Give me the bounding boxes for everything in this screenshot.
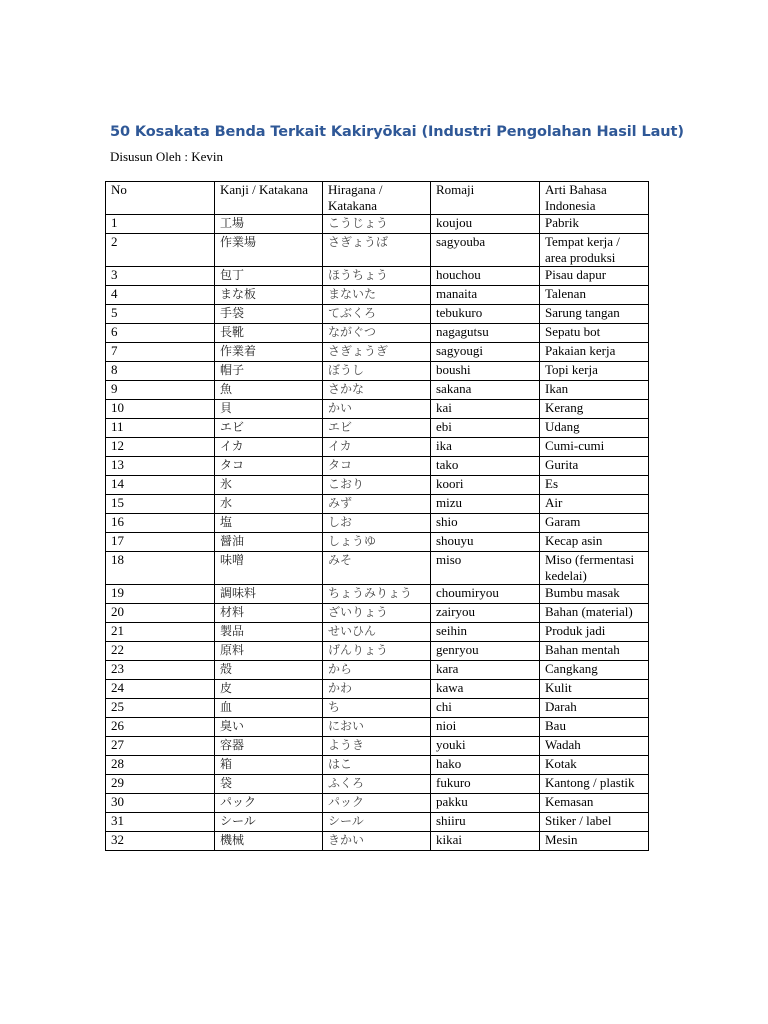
cell-no: 20 <box>106 604 215 623</box>
cell-kanji: パック <box>215 794 323 813</box>
table-row <box>106 215 649 234</box>
cell-romaji: houchou <box>431 267 540 286</box>
cell-romaji: kawa <box>431 680 540 699</box>
cell-hiragana: みそ <box>323 552 431 585</box>
cell-arti: Produk jadi <box>540 623 649 642</box>
cell-no: 6 <box>106 324 215 343</box>
cell-hiragana: ふくろ <box>323 775 431 794</box>
cell-romaji: boushi <box>431 362 540 381</box>
table-row <box>106 400 649 419</box>
cell-no: 10 <box>106 400 215 419</box>
cell-kanji: 製品 <box>215 623 323 642</box>
table-row <box>106 737 649 756</box>
header-arti: Arti Bahasa Indonesia <box>540 182 649 215</box>
table-row <box>106 775 649 794</box>
cell-arti: Kotak <box>540 756 649 775</box>
cell-hiragana: ちょうみりょう <box>323 585 431 604</box>
cell-romaji: seihin <box>431 623 540 642</box>
cell-romaji: sagyougi <box>431 343 540 362</box>
cell-hiragana: こうじょう <box>323 215 431 234</box>
table-row <box>106 381 649 400</box>
cell-no: 8 <box>106 362 215 381</box>
cell-arti: Topi kerja <box>540 362 649 381</box>
cell-romaji: mizu <box>431 495 540 514</box>
cell-romaji: chi <box>431 699 540 718</box>
table-row <box>106 756 649 775</box>
cell-no: 7 <box>106 343 215 362</box>
document-title: 50 Kosakata Benda Terkait Kakiryōkai (Industri Pengolahan Hasil Laut) <box>110 124 684 140</box>
table-row <box>106 718 649 737</box>
cell-kanji: 塩 <box>215 514 323 533</box>
table-row <box>106 585 649 604</box>
table-row <box>106 514 649 533</box>
cell-kanji: 帽子 <box>215 362 323 381</box>
cell-arti: Pabrik <box>540 215 649 234</box>
cell-no: 9 <box>106 381 215 400</box>
cell-arti: Sarung tangan <box>540 305 649 324</box>
cell-romaji: genryou <box>431 642 540 661</box>
cell-hiragana: ぼうし <box>323 362 431 381</box>
cell-romaji: sagyouba <box>431 234 540 267</box>
cell-kanji: 工場 <box>215 215 323 234</box>
table-row <box>106 234 649 267</box>
vocabulary-table <box>105 181 649 851</box>
cell-no: 11 <box>106 419 215 438</box>
table-row <box>106 623 649 642</box>
cell-romaji: ebi <box>431 419 540 438</box>
cell-romaji: shiiru <box>431 813 540 832</box>
cell-kanji: 水 <box>215 495 323 514</box>
cell-hiragana: タコ <box>323 457 431 476</box>
table-row <box>106 305 649 324</box>
cell-arti: Cangkang <box>540 661 649 680</box>
cell-kanji: 醤油 <box>215 533 323 552</box>
cell-hiragana: せいひん <box>323 623 431 642</box>
cell-kanji: 機械 <box>215 832 323 851</box>
cell-arti: Pakaian kerja <box>540 343 649 362</box>
cell-romaji: miso <box>431 552 540 585</box>
document-author: Disusun Oleh : Kevin <box>110 149 224 164</box>
cell-no: 13 <box>106 457 215 476</box>
cell-hiragana: しお <box>323 514 431 533</box>
cell-no: 17 <box>106 533 215 552</box>
cell-kanji: 魚 <box>215 381 323 400</box>
cell-kanji: 包丁 <box>215 267 323 286</box>
cell-hiragana: きかい <box>323 832 431 851</box>
cell-hiragana: さかな <box>323 381 431 400</box>
table-row <box>106 604 649 623</box>
cell-hiragana: さぎょうぎ <box>323 343 431 362</box>
cell-no: 31 <box>106 813 215 832</box>
cell-kanji: 容器 <box>215 737 323 756</box>
cell-kanji: 調味料 <box>215 585 323 604</box>
cell-arti: Gurita <box>540 457 649 476</box>
cell-no: 3 <box>106 267 215 286</box>
table-row <box>106 813 649 832</box>
cell-romaji: ika <box>431 438 540 457</box>
cell-hiragana: ながぐつ <box>323 324 431 343</box>
header-hiragana: Hiragana / Katakana <box>323 182 431 215</box>
cell-kanji: 長靴 <box>215 324 323 343</box>
cell-no: 4 <box>106 286 215 305</box>
table-row <box>106 552 649 585</box>
cell-hiragana: さぎょうば <box>323 234 431 267</box>
cell-kanji: 袋 <box>215 775 323 794</box>
cell-hiragana: ほうちょう <box>323 267 431 286</box>
cell-kanji: 手袋 <box>215 305 323 324</box>
cell-arti: Es <box>540 476 649 495</box>
cell-hiragana: はこ <box>323 756 431 775</box>
table-row <box>106 457 649 476</box>
cell-arti: Darah <box>540 699 649 718</box>
table-row <box>106 642 649 661</box>
cell-romaji: choumiryou <box>431 585 540 604</box>
cell-romaji: koori <box>431 476 540 495</box>
cell-romaji: pakku <box>431 794 540 813</box>
cell-hiragana: しょうゆ <box>323 533 431 552</box>
cell-kanji: 箱 <box>215 756 323 775</box>
cell-arti: Bahan (material) <box>540 604 649 623</box>
cell-kanji: 氷 <box>215 476 323 495</box>
cell-no: 16 <box>106 514 215 533</box>
cell-hiragana: ざいりょう <box>323 604 431 623</box>
table-row <box>106 533 649 552</box>
cell-romaji: tebukuro <box>431 305 540 324</box>
cell-no: 5 <box>106 305 215 324</box>
cell-arti: Bau <box>540 718 649 737</box>
cell-arti: Pisau dapur <box>540 267 649 286</box>
cell-kanji: まな板 <box>215 286 323 305</box>
cell-arti: Kemasan <box>540 794 649 813</box>
table-row <box>106 495 649 514</box>
cell-kanji: 材料 <box>215 604 323 623</box>
cell-kanji: 血 <box>215 699 323 718</box>
cell-no: 15 <box>106 495 215 514</box>
cell-kanji: 貝 <box>215 400 323 419</box>
cell-hiragana: イカ <box>323 438 431 457</box>
cell-kanji: 作業着 <box>215 343 323 362</box>
cell-no: 25 <box>106 699 215 718</box>
cell-hiragana: エビ <box>323 419 431 438</box>
cell-kanji: 臭い <box>215 718 323 737</box>
cell-arti: Miso (fermentasi kedelai) <box>540 552 649 585</box>
cell-no: 27 <box>106 737 215 756</box>
cell-no: 18 <box>106 552 215 585</box>
cell-arti: Kantong / plastik <box>540 775 649 794</box>
table-row <box>106 286 649 305</box>
cell-no: 28 <box>106 756 215 775</box>
cell-romaji: nagagutsu <box>431 324 540 343</box>
cell-no: 29 <box>106 775 215 794</box>
cell-kanji: 味噌 <box>215 552 323 585</box>
cell-romaji: youki <box>431 737 540 756</box>
cell-arti: Udang <box>540 419 649 438</box>
cell-arti: Kecap asin <box>540 533 649 552</box>
cell-no: 22 <box>106 642 215 661</box>
table-row <box>106 438 649 457</box>
cell-romaji: shio <box>431 514 540 533</box>
cell-romaji: shouyu <box>431 533 540 552</box>
cell-no: 32 <box>106 832 215 851</box>
header-romaji: Romaji <box>431 182 540 215</box>
table-row <box>106 267 649 286</box>
cell-romaji: hako <box>431 756 540 775</box>
header-kanji: Kanji / Katakana <box>215 182 323 215</box>
cell-no: 2 <box>106 234 215 267</box>
cell-romaji: kara <box>431 661 540 680</box>
cell-hiragana: シール <box>323 813 431 832</box>
table-row <box>106 832 649 851</box>
table-row <box>106 362 649 381</box>
cell-no: 12 <box>106 438 215 457</box>
cell-romaji: fukuro <box>431 775 540 794</box>
cell-kanji: シール <box>215 813 323 832</box>
cell-romaji: kikai <box>431 832 540 851</box>
header-no: No <box>106 182 215 215</box>
table-row <box>106 343 649 362</box>
cell-hiragana: におい <box>323 718 431 737</box>
cell-kanji: 原料 <box>215 642 323 661</box>
cell-arti: Kerang <box>540 400 649 419</box>
cell-romaji: tako <box>431 457 540 476</box>
cell-no: 14 <box>106 476 215 495</box>
table-row <box>106 794 649 813</box>
cell-arti: Cumi-cumi <box>540 438 649 457</box>
cell-arti: Air <box>540 495 649 514</box>
cell-hiragana: かい <box>323 400 431 419</box>
cell-kanji: 作業場 <box>215 234 323 267</box>
cell-hiragana: みず <box>323 495 431 514</box>
cell-arti: Sepatu bot <box>540 324 649 343</box>
cell-hiragana: まないた <box>323 286 431 305</box>
cell-kanji: 皮 <box>215 680 323 699</box>
table-row <box>106 661 649 680</box>
cell-hiragana: ようき <box>323 737 431 756</box>
cell-arti: Wadah <box>540 737 649 756</box>
cell-hiragana: てぶくろ <box>323 305 431 324</box>
cell-arti: Ikan <box>540 381 649 400</box>
cell-no: 26 <box>106 718 215 737</box>
cell-no: 19 <box>106 585 215 604</box>
cell-kanji: タコ <box>215 457 323 476</box>
cell-no: 23 <box>106 661 215 680</box>
cell-romaji: nioi <box>431 718 540 737</box>
cell-romaji: zairyou <box>431 604 540 623</box>
cell-arti: Kulit <box>540 680 649 699</box>
cell-no: 24 <box>106 680 215 699</box>
table-header-row <box>106 182 649 215</box>
cell-arti: Talenan <box>540 286 649 305</box>
cell-hiragana: こおり <box>323 476 431 495</box>
cell-no: 21 <box>106 623 215 642</box>
table-row <box>106 476 649 495</box>
table-row <box>106 699 649 718</box>
cell-romaji: kai <box>431 400 540 419</box>
cell-arti: Stiker / label <box>540 813 649 832</box>
cell-arti: Bumbu masak <box>540 585 649 604</box>
cell-romaji: sakana <box>431 381 540 400</box>
table-row <box>106 324 649 343</box>
cell-hiragana: から <box>323 661 431 680</box>
cell-hiragana: げんりょう <box>323 642 431 661</box>
cell-arti: Mesin <box>540 832 649 851</box>
cell-no: 30 <box>106 794 215 813</box>
cell-arti: Bahan mentah <box>540 642 649 661</box>
cell-arti: Garam <box>540 514 649 533</box>
cell-romaji: koujou <box>431 215 540 234</box>
cell-romaji: manaita <box>431 286 540 305</box>
cell-hiragana: パック <box>323 794 431 813</box>
cell-kanji: エビ <box>215 419 323 438</box>
cell-hiragana: かわ <box>323 680 431 699</box>
cell-no: 1 <box>106 215 215 234</box>
cell-kanji: 殻 <box>215 661 323 680</box>
cell-arti: Tempat kerja / area produksi <box>540 234 649 267</box>
cell-kanji: イカ <box>215 438 323 457</box>
table-row <box>106 680 649 699</box>
table-row <box>106 419 649 438</box>
cell-hiragana: ち <box>323 699 431 718</box>
